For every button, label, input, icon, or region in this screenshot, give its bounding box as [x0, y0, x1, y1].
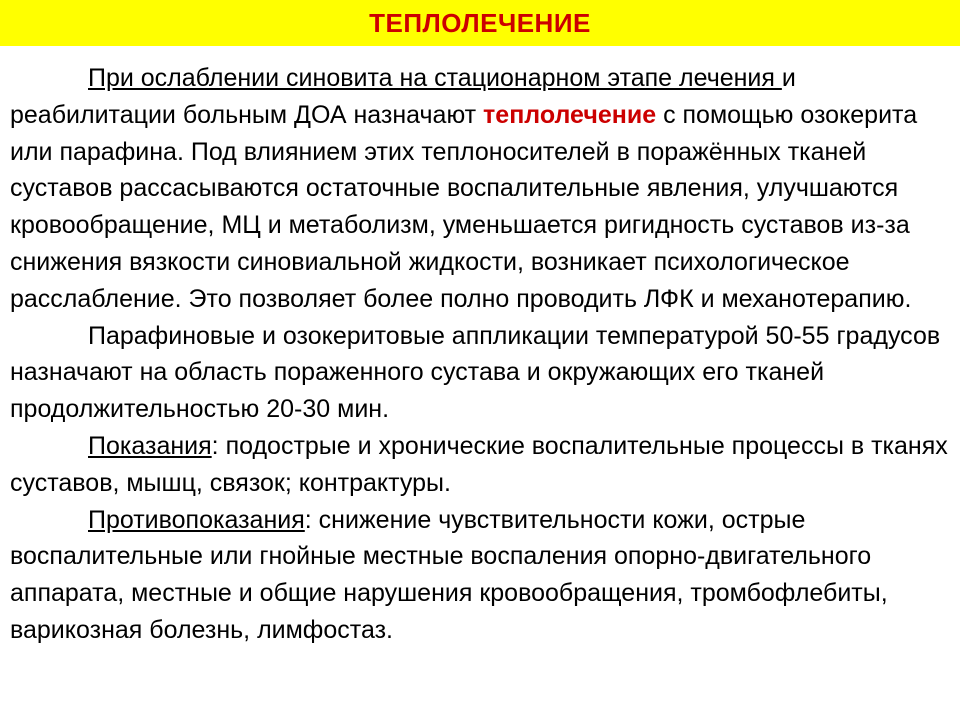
paragraph-applications	[10, 318, 950, 428]
body-text	[10, 60, 950, 649]
underlined-lead-text: При ослаблении синовита на стационарном этапе лечения	[88, 64, 782, 92]
paragraph-text: и реабилитации больным ДОА назначают	[10, 64, 796, 129]
title-bar	[0, 0, 960, 46]
contraindications-label: Противопоказания	[88, 505, 305, 534]
paragraph-contraindications	[10, 502, 950, 649]
paragraph-text: : снижение чувствительности кожи, острые воспалительные или гнойные местные воспаления опорно-двигательного аппарата, местные и общие нарушения кровообращения, тромбофлебиты, варикозная болезнь, лимфостаз.	[10, 505, 888, 644]
paragraph-heat-therapy	[10, 60, 950, 318]
slide-title: ТЕПЛОЛЕЧЕНИЕ	[369, 7, 591, 38]
highlighted-term: теплолечение	[483, 100, 657, 129]
paragraph-text: с помощью озокерита или парафина. Под влиянием этих теплоносителей в поражённых тканей суставов рассасываются остаточные воспалительные явления, улучшаются кровообращение, МЦ и метаболизм, уменьшается ригидность суставов из-за снижения вязкости синовиальной жидкости, возникает психологическое расслабление. Это позволяет более полно проводить ЛФК и механотерапию.	[10, 100, 918, 313]
paragraph-indications	[10, 428, 950, 502]
paragraph-text: : подострые и хронические воспалительные процессы в тканях суставов, мышц, связок; контрактуры.	[10, 431, 948, 497]
indications-label: Показания	[88, 431, 212, 460]
paragraph-text: Парафиновые и озокеритовые аппликации температурой 50-55 градусов назначают на область пораженного сустава и окружающих его тканей продолжительностью 20-30 мин.	[10, 321, 941, 424]
